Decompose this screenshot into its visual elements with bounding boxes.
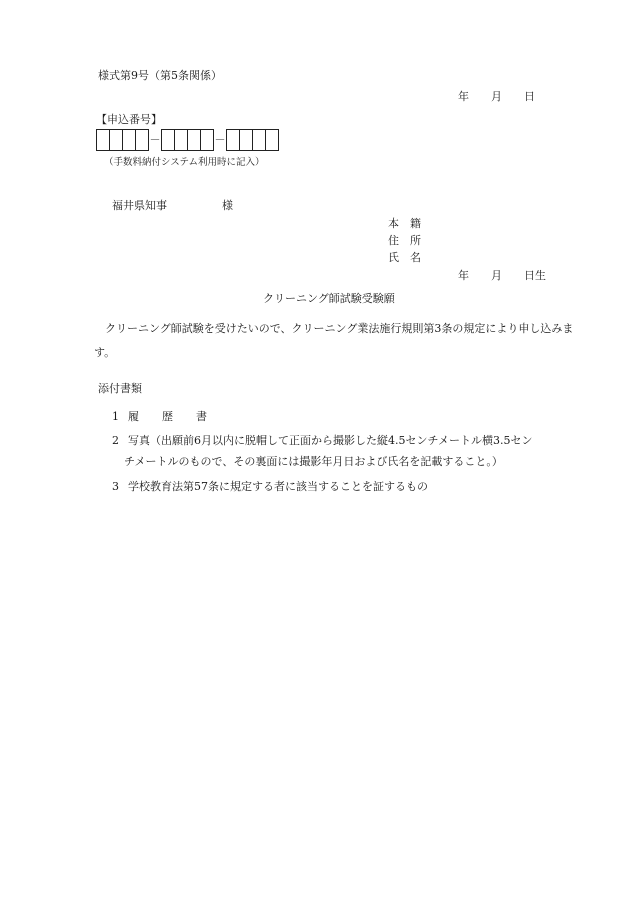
digit-box[interactable]: [96, 129, 110, 151]
attachment-text: 写真（出願前6月以内に脱帽して正面から撮影した縦4.5センチメートル横3.5セン: [128, 434, 533, 447]
digit-box[interactable]: [265, 129, 279, 151]
application-number-boxes[interactable]: [96, 129, 279, 151]
number-separator: －: [214, 133, 226, 146]
addressee: 福井県知事 様: [112, 199, 233, 212]
digit-box[interactable]: [135, 129, 149, 151]
number-separator: －: [149, 133, 161, 146]
attachment-text: 学校教育法第57条に規定する者に該当することを証するもの: [128, 480, 428, 493]
digit-box[interactable]: [226, 129, 240, 151]
digit-box[interactable]: [122, 129, 136, 151]
number-note: （手数料納付システム利用時に記入）: [104, 157, 265, 168]
name-label: 氏 名: [388, 251, 421, 264]
address-label: 住 所: [388, 234, 421, 247]
digit-box[interactable]: [174, 129, 188, 151]
attachments-heading: 添付書類: [98, 382, 142, 395]
attachment-number: 1: [112, 410, 119, 423]
digit-box[interactable]: [109, 129, 123, 151]
honseki-label: 本 籍: [388, 217, 421, 230]
attachment-number: 3: [112, 480, 119, 493]
attachment-text-continued: チメートルのもので、その裏面には撮影年月日および氏名を記載すること。）: [124, 455, 503, 468]
attachment-number: 2: [112, 434, 119, 447]
number-group-2[interactable]: [161, 129, 214, 151]
number-group-1[interactable]: [96, 129, 149, 151]
digit-box[interactable]: [252, 129, 266, 151]
form-title: クリーニング師試験受験願: [263, 292, 395, 305]
digit-box[interactable]: [161, 129, 175, 151]
form-number: 様式第9号（第5条関係）: [98, 69, 222, 82]
digit-box[interactable]: [200, 129, 214, 151]
attachment-text: 履 歴 書: [128, 410, 213, 423]
number-group-3[interactable]: [226, 129, 279, 151]
application-number-label: 【申込番号】: [96, 113, 162, 126]
digit-box[interactable]: [239, 129, 253, 151]
body-text: クリーニング師試験を受けたいので、クリーニング業法施行規則第3条の規定により申し込みます。: [94, 322, 574, 359]
digit-box[interactable]: [187, 129, 201, 151]
birthdate-label: 年 月 日生: [458, 269, 546, 282]
submission-date: 年 月 日: [458, 90, 535, 103]
